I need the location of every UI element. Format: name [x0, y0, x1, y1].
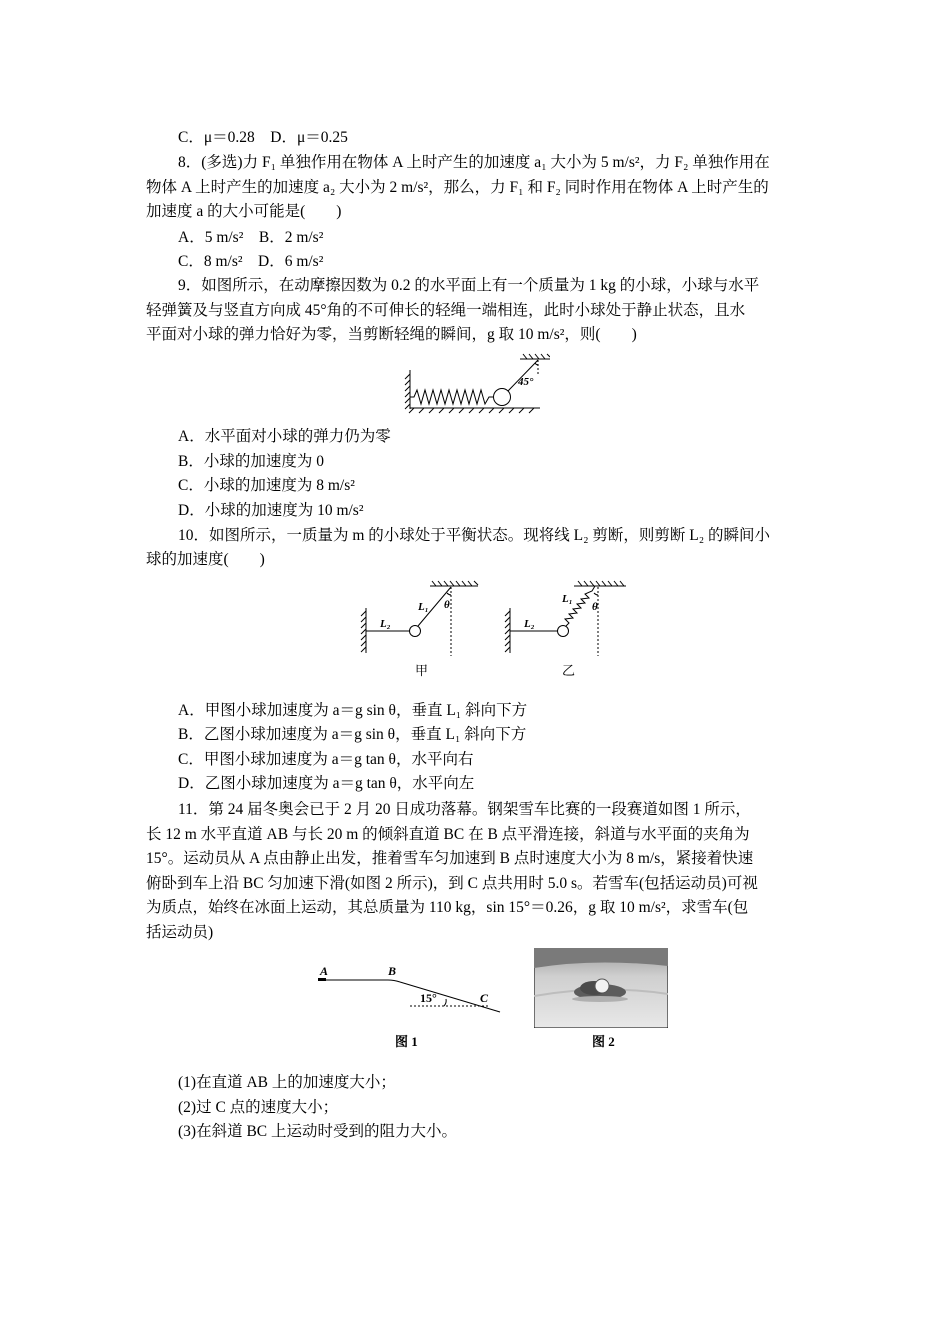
- q11-line-4: 俯卧到车上沿 BC 匀加速下滑(如图 2 所示)，到 C 点共用时 5.0 s。若雪车(包括运动员)可视: [146, 875, 758, 892]
- q8-options-cd: C．8 m/s² D．6 m/s²: [178, 253, 324, 270]
- q9-option-d: D．小球的加速度为 10 m/s²: [178, 502, 364, 519]
- q9-spring-ball-figure: [400, 352, 550, 414]
- q11-angle-label: 15°: [420, 991, 437, 1005]
- q10-yi-L2-label: L₂: [524, 618, 535, 630]
- q11-sub-question-3: (3)在斜道 BC 上运动时受到的阻力大小。: [178, 1123, 458, 1140]
- q10-yi-theta-label: θ: [592, 601, 598, 613]
- q11-line-6: 括运动员): [146, 924, 214, 941]
- q8-options-ab: A．5 m/s² B．2 m/s²: [178, 229, 324, 246]
- q11-label-B: B: [388, 964, 397, 978]
- q11-skeleton-photo: [534, 948, 668, 1028]
- q10-line-2: 球的加速度( ): [146, 551, 265, 568]
- q11-line-2: 长 12 m 水平直道 AB 与长 20 m 的倾斜直道 BC 在 B 点平滑连接，斜道与水平面的夹角为: [146, 826, 750, 843]
- q10-jia-theta-label: θ: [444, 599, 450, 611]
- q11-track-figure: [312, 960, 508, 1020]
- q10-figure-jia: [358, 578, 483, 658]
- q9-line-2: 轻弹簧及与竖直方向成 45°角的不可伸长的轻绳一端相连，此时小球处于静止状态，且水: [146, 302, 746, 319]
- q11-label-A: A: [320, 964, 329, 978]
- q7-options-cd: C．μ＝0.28 D．μ＝0.25: [178, 129, 348, 146]
- q9-angle-label: 45°: [518, 376, 534, 388]
- q10-option-c: C．甲图小球加速度为 a＝g tan θ，水平向右: [178, 751, 474, 768]
- q11-start-block: [318, 978, 326, 981]
- q8-line-2: 物体 A 上时产生的加速度 a₂ 大小为 2 m/s²，那么，力 F₁ 和 F₂ 同时作用在物体 A 上时产生的: [146, 179, 769, 196]
- q10-jia-L2-label: L₂: [380, 618, 391, 630]
- q11-line-1: 11．第 24 届冬奥会已于 2 月 20 日成功落幕。钢架雪车比赛的一段赛道如图 1 所示，: [178, 801, 751, 818]
- q11-caption-fig1: 图 1: [395, 1034, 418, 1049]
- q10-option-b: B．乙图小球加速度为 a＝g sin θ，垂直 L₁ 斜向下方: [178, 726, 527, 743]
- q9-option-c: C．小球的加速度为 8 m/s²: [178, 477, 355, 494]
- q10-option-a: A．甲图小球加速度为 a＝g sin θ，垂直 L₁ 斜向下方: [178, 702, 528, 719]
- q11-sub-question-2: (2)过 C 点的速度大小；: [178, 1099, 339, 1116]
- q10-figure-yi: [502, 572, 630, 658]
- q9-line-1: 9．如图所示，在动摩擦因数为 0.2 的水平面上有一个质量为 1 kg 的小球，小球与水平: [178, 277, 760, 294]
- q10-line-1: 10．如图所示，一质量为 m 的小球处于平衡状态。现将线 L₂ 剪断，则剪断 L₂ 的瞬间小: [178, 527, 771, 544]
- q11-label-C: C: [480, 991, 489, 1005]
- q9-option-a: A．水平面对小球的弹力仍为零: [178, 428, 391, 445]
- q10-yi-L1-label: L₁: [562, 593, 573, 605]
- q9-option-b: B．小球的加速度为 0: [178, 453, 324, 470]
- q11-line-5: 为质点，始终在冰面上运动，其总质量为 110 kg，sin 15°＝0.26，g 取 10 m/s²，求雪车(包: [146, 899, 749, 916]
- q11-caption-fig2: 图 2: [592, 1034, 615, 1049]
- q10-option-d: D．乙图小球加速度为 a＝g tan θ，水平向左: [178, 775, 475, 792]
- q9-line-3: 平面对小球的弹力恰好为零，当剪断轻绳的瞬间，g 取 10 m/s²，则( ): [146, 326, 637, 343]
- q11-sub-question-1: (1)在直道 AB 上的加速度大小；: [178, 1074, 396, 1091]
- q8-line-1: 8．(多选)力 F₁ 单独作用在物体 A 上时产生的加速度 a₁ 大小为 5 m/s²，力 F₂ 单独作用在: [178, 154, 770, 171]
- q10-caption-yi: 乙: [562, 663, 576, 678]
- q11-line-3: 15°。运动员从 A 点由静止出发，推着雪车匀加速到 B 点时速度大小为 8 m/s，紧接着快速: [146, 850, 754, 867]
- q10-caption-jia: 甲: [415, 663, 429, 678]
- q10-jia-L1-label: L₁: [418, 601, 429, 613]
- q8-line-3: 加速度 a 的大小可能是( ): [146, 203, 342, 220]
